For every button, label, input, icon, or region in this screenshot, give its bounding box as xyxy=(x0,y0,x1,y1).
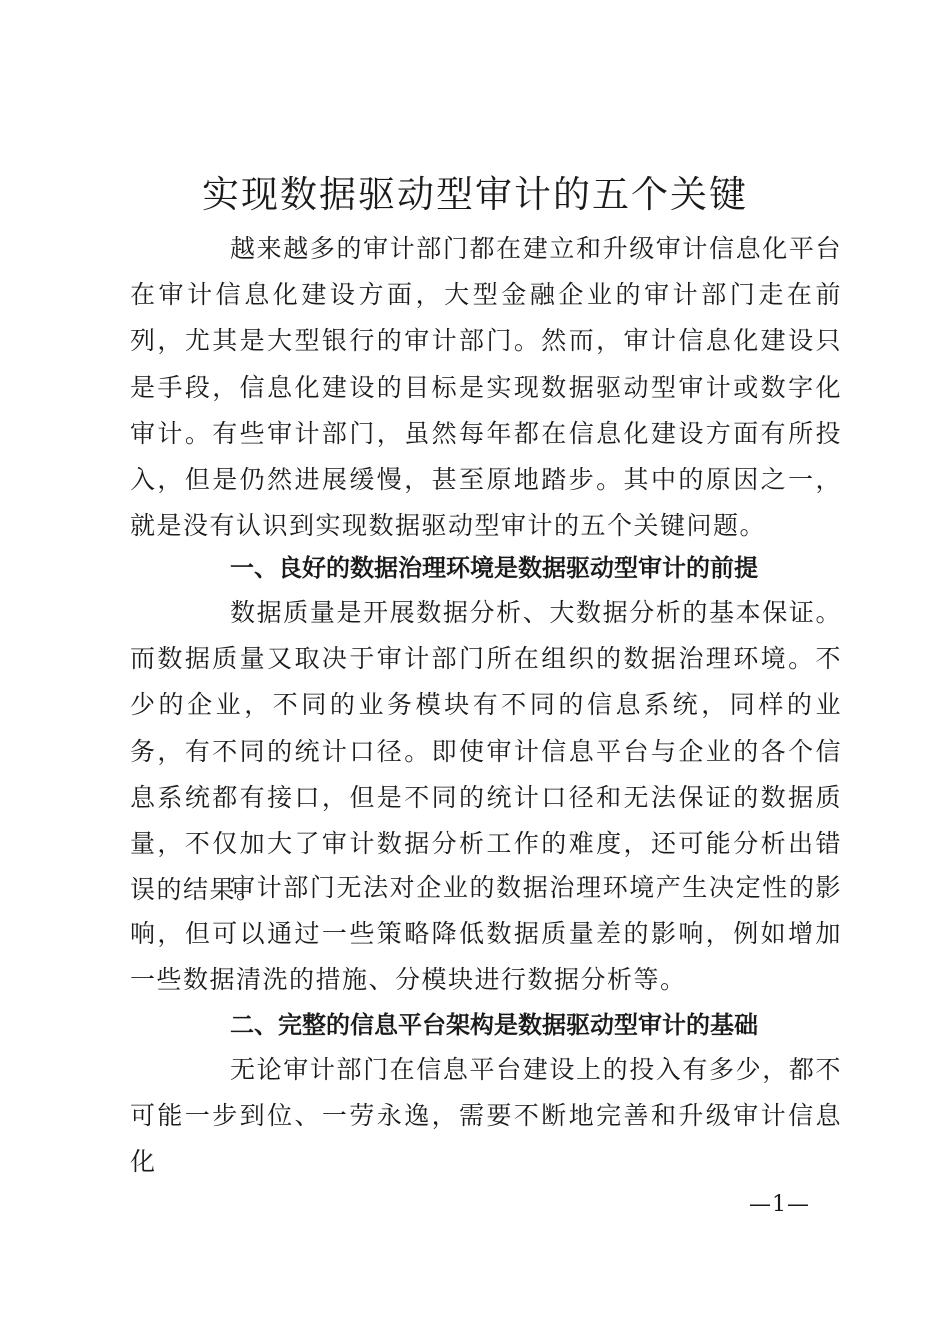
section1-paragraph-2: 审计部门无法对企业的数据治理环境产生决定性的影响，但可以通过一些策略降低数据质量差的影响，例如增加一些数据清洗的措施、分模块进行数据分析等。 xyxy=(130,873,842,995)
section2-paragraph-1: 无论审计部门在信息平台建设上的投入有多少，都不可能一步到位、一劳永逸，需要不断地完善和升级审计信息化 xyxy=(130,1055,842,1177)
page-number: —1— xyxy=(749,1192,810,1217)
document-title: 实现数据驱动型审计的五个关键 xyxy=(202,173,748,216)
section-heading-1: 一、良好的数据治理环境是数据驱动型审计的前提 xyxy=(230,554,758,582)
intro-paragraph: 越来越多的审计部门都在建立和升级审计信息化平台在审计信息化建设方面，大型金融企业的审计部门走在前列，尤其是大型银行的审计部门。然而，审计信息化建设只是手段，信息化建设的目标是实现数据驱动型审计或数字化审计。有些审计部门，虽然每年都在信息化建设方面有所投入，但是仍然进展缓慢，甚至原地踏步。其中的原因之一，就是没有认识到实现数据驱动型审计的五个关键问题。 xyxy=(130,234,842,541)
section-heading-2: 二、完整的信息平台架构是数据驱动型审计的基础 xyxy=(230,1011,758,1039)
section1-paragraph-1: 数据质量是开展数据分析、大数据分析的基本保证。而数据质量又取决于审计部门所在组织的数据治理环境。不少的企业，不同的业务模块有不同的信息系统，同样的业务，有不同的统计口径。即使审计信息平台与企业的各个信息系统都有接口，但是不同的统计口径和无法保证的数据质量，不仅加大了审计数据分析工作的难度，还可能分析出错误的结果。 xyxy=(130,598,842,905)
